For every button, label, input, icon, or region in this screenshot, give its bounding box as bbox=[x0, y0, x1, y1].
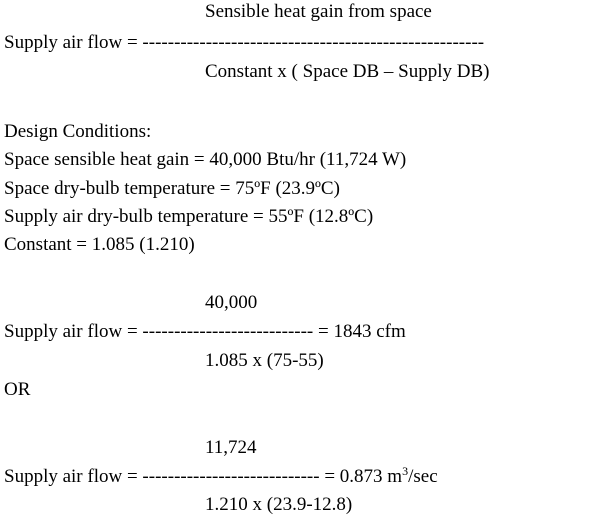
formula-numerator: Sensible heat gain from space bbox=[205, 1, 432, 22]
design-item-space-db: Space dry-bulb temperature = 75ºF (23.9ºC) bbox=[4, 178, 340, 199]
imperial-denominator: 1.085 x (75-55) bbox=[205, 350, 324, 371]
design-item-heat-gain: Space sensible heat gain = 40,000 Btu/hr (11,724 W) bbox=[4, 149, 407, 170]
unit-suffix: /sec bbox=[408, 466, 438, 487]
design-item-constant: Constant = 1.085 (1.210) bbox=[4, 234, 195, 255]
imperial-calculation-line: Supply air flow = --------------------------- = 1843 cfm bbox=[4, 321, 406, 342]
formula-denominator: Constant x ( Space DB – Supply DB) bbox=[205, 61, 490, 82]
metric-calculation-text: Supply air flow = ---------------------------- = 0.873 m bbox=[4, 466, 403, 487]
metric-denominator: 1.210 x (23.9-12.8) bbox=[205, 494, 353, 515]
design-conditions-heading: Design Conditions: bbox=[4, 121, 152, 142]
metric-numerator: 11,724 bbox=[205, 437, 257, 458]
imperial-numerator: 40,000 bbox=[205, 292, 258, 313]
or-label: OR bbox=[4, 379, 31, 400]
formula-fraction-line: Supply air flow = ------------------------------------------------------ bbox=[4, 32, 485, 53]
design-item-supply-db: Supply air dry-bulb temperature = 55ºF (12.8ºC) bbox=[4, 206, 374, 227]
metric-calculation-line bbox=[4, 464, 438, 487]
unit-exponent: 3 bbox=[402, 464, 409, 478]
